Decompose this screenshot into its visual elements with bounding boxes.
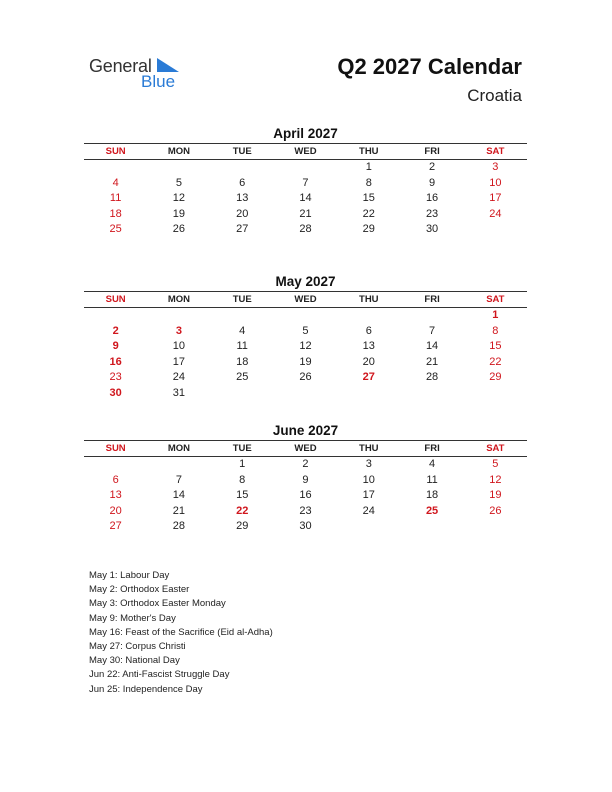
page-subtitle: Croatia — [467, 86, 522, 105]
day-cell: 13 — [362, 340, 375, 353]
day-cell: 24 — [172, 371, 186, 384]
day-cell: 9 — [302, 473, 309, 486]
day-cell: 14 — [425, 340, 439, 353]
day-cell: 21 — [425, 355, 439, 368]
day-cell: 2 — [112, 324, 119, 337]
empty-day-cell — [274, 308, 337, 324]
holiday-list — [89, 569, 273, 697]
weekday-header: SAT — [464, 292, 527, 308]
day-cell: 5 — [175, 176, 182, 189]
day-cell: 11 — [109, 192, 122, 205]
day-cell: 30 — [299, 520, 312, 533]
day-cell: 4 — [239, 324, 246, 337]
day-cell: 25 — [425, 504, 439, 517]
day-cell: 4 — [112, 176, 119, 189]
day-cell: 15 — [362, 192, 375, 205]
day-cell: 13 — [236, 192, 249, 205]
day-cell: 28 — [299, 223, 312, 236]
month-grid — [84, 292, 527, 402]
day-cell: 12 — [299, 340, 312, 353]
day-cell: 13 — [109, 489, 122, 502]
day-cell: 6 — [112, 473, 119, 486]
weekday-header: SAT — [464, 441, 527, 457]
holiday-item: Jun 25: Independence Day — [89, 683, 203, 695]
weekday-header: TUE — [211, 292, 274, 308]
day-cell: 15 — [489, 340, 502, 353]
month-title: May 2027 — [275, 274, 336, 289]
day-cell: 22 — [362, 207, 375, 220]
day-cell: 2 — [302, 458, 309, 470]
day-cell: 5 — [302, 324, 309, 337]
day-cell: 2 — [429, 161, 436, 173]
day-cell: 11 — [236, 340, 248, 353]
empty-day-cell — [464, 386, 527, 402]
day-cell: 26 — [172, 223, 186, 236]
empty-day-cell — [400, 519, 463, 535]
weekday-header: SUN — [84, 144, 147, 160]
month-april — [84, 125, 527, 238]
day-cell: 12 — [172, 192, 186, 205]
day-cell: 7 — [175, 473, 182, 486]
weekday-header: TUE — [211, 441, 274, 457]
day-cell: 19 — [489, 489, 502, 502]
day-cell: 3 — [175, 324, 182, 337]
day-cell: 8 — [365, 176, 372, 189]
holiday-item: May 16: Feast of the Sacrifice (Eid al-Adha) — [89, 626, 273, 638]
holiday-item: May 30: National Day — [89, 655, 180, 667]
day-cell: 30 — [109, 386, 122, 399]
day-cell: 9 — [112, 340, 119, 353]
day-cell: 10 — [172, 340, 186, 353]
day-cell: 23 — [109, 371, 122, 384]
day-cell: 27 — [236, 223, 249, 236]
holiday-item: May 1: Labour Day — [89, 570, 170, 581]
day-cell: 6 — [239, 176, 246, 189]
weekday-header: FRI — [400, 144, 463, 160]
day-cell: 27 — [109, 520, 122, 533]
brand-name-blue: Blue — [141, 72, 176, 91]
month-title: June 2027 — [272, 423, 339, 438]
holiday-item: Jun 22: Anti-Fascist Struggle Day — [89, 669, 230, 681]
day-cell: 3 — [365, 458, 372, 470]
weekday-header: WED — [274, 441, 337, 457]
weekday-header: WED — [274, 144, 337, 160]
empty-day-cell — [464, 222, 527, 238]
day-cell: 16 — [425, 192, 439, 205]
empty-day-cell — [400, 308, 463, 324]
day-cell: 10 — [362, 473, 375, 486]
day-cell: 11 — [426, 473, 438, 486]
day-cell: 20 — [236, 207, 249, 220]
weekday-header: THU — [337, 292, 400, 308]
empty-day-cell — [337, 308, 400, 324]
empty-day-cell — [84, 308, 147, 324]
month-grid — [84, 144, 527, 238]
day-cell: 17 — [489, 192, 502, 205]
weekday-header: WED — [274, 292, 337, 308]
month-title: April 2027 — [273, 126, 338, 141]
day-cell: 15 — [236, 489, 249, 502]
holiday-item: May 3: Orthodox Easter Monday — [89, 598, 226, 610]
day-cell: 6 — [365, 324, 372, 337]
weekday-header: TUE — [211, 144, 274, 160]
day-cell: 7 — [429, 324, 436, 337]
day-cell: 1 — [365, 161, 372, 173]
empty-day-cell — [337, 386, 400, 402]
day-cell: 27 — [362, 371, 375, 384]
day-cell: 16 — [109, 355, 122, 368]
weekday-header: MON — [147, 144, 210, 160]
day-cell: 18 — [109, 207, 122, 220]
day-cell: 9 — [429, 176, 436, 189]
brand-triangle-icon — [157, 58, 179, 72]
day-cell: 4 — [429, 458, 436, 470]
day-cell: 12 — [489, 473, 502, 486]
brand-logo — [89, 56, 189, 96]
day-cell: 30 — [425, 223, 439, 236]
day-cell: 24 — [489, 207, 502, 220]
day-cell: 17 — [362, 489, 375, 502]
day-cell: 17 — [172, 355, 186, 368]
day-cell: 23 — [299, 504, 312, 517]
empty-day-cell — [400, 386, 463, 402]
day-cell: 19 — [172, 207, 186, 220]
day-cell: 26 — [299, 371, 312, 384]
day-cell: 20 — [362, 355, 375, 368]
empty-day-cell — [147, 160, 210, 176]
day-cell: 25 — [236, 371, 249, 384]
day-cell: 16 — [299, 489, 312, 502]
day-cell: 1 — [239, 458, 246, 470]
empty-day-cell — [147, 308, 210, 324]
day-cell: 23 — [425, 207, 439, 220]
month-june — [84, 422, 527, 535]
day-cell: 21 — [172, 504, 186, 517]
day-cell: 20 — [109, 504, 122, 517]
day-cell: 29 — [236, 520, 249, 533]
day-cell: 14 — [299, 192, 312, 205]
day-cell: 8 — [239, 473, 246, 486]
day-cell: 29 — [362, 223, 375, 236]
empty-day-cell — [337, 519, 400, 535]
empty-day-cell — [464, 519, 527, 535]
day-cell: 25 — [109, 223, 122, 236]
day-cell: 10 — [489, 176, 502, 189]
day-cell: 18 — [236, 355, 249, 368]
empty-day-cell — [84, 160, 147, 176]
day-cell: 18 — [425, 489, 439, 502]
holiday-item: May 9: Mother's Day — [89, 612, 176, 624]
holiday-item: May 2: Orthodox Easter — [89, 584, 190, 596]
weekday-header: SUN — [84, 441, 147, 457]
day-cell: 24 — [362, 504, 375, 517]
weekday-header: SUN — [84, 292, 147, 308]
empty-day-cell — [274, 160, 337, 176]
weekday-header: THU — [337, 441, 400, 457]
day-cell: 1 — [492, 309, 499, 321]
day-cell: 22 — [236, 504, 249, 517]
page-title: Q2 2027 Calendar — [337, 54, 522, 79]
month-may — [84, 273, 527, 402]
day-cell: 19 — [299, 355, 312, 368]
weekday-header: MON — [147, 441, 210, 457]
brand-name-general: General — [89, 56, 152, 76]
weekday-header: THU — [337, 144, 400, 160]
weekday-header: FRI — [400, 441, 463, 457]
day-cell: 8 — [492, 324, 499, 337]
day-cell: 3 — [492, 161, 499, 173]
month-grid — [84, 441, 527, 535]
day-cell: 14 — [172, 489, 186, 502]
empty-day-cell — [84, 457, 147, 473]
day-cell: 26 — [489, 504, 502, 517]
day-cell: 7 — [302, 176, 309, 189]
day-cell: 5 — [492, 458, 499, 470]
weekday-header: MON — [147, 292, 210, 308]
holiday-item: May 27: Corpus Christi — [89, 640, 186, 652]
day-cell: 28 — [172, 520, 186, 533]
weekday-header: SAT — [464, 144, 527, 160]
day-cell: 28 — [425, 371, 439, 384]
day-cell: 29 — [489, 371, 502, 384]
weekday-header: FRI — [400, 292, 463, 308]
empty-day-cell — [274, 386, 337, 402]
day-cell: 21 — [299, 207, 312, 220]
day-cell: 31 — [172, 386, 186, 399]
day-cell: 22 — [489, 355, 502, 368]
empty-day-cell — [211, 160, 274, 176]
empty-day-cell — [211, 308, 274, 324]
empty-day-cell — [147, 457, 210, 473]
empty-day-cell — [211, 386, 274, 402]
